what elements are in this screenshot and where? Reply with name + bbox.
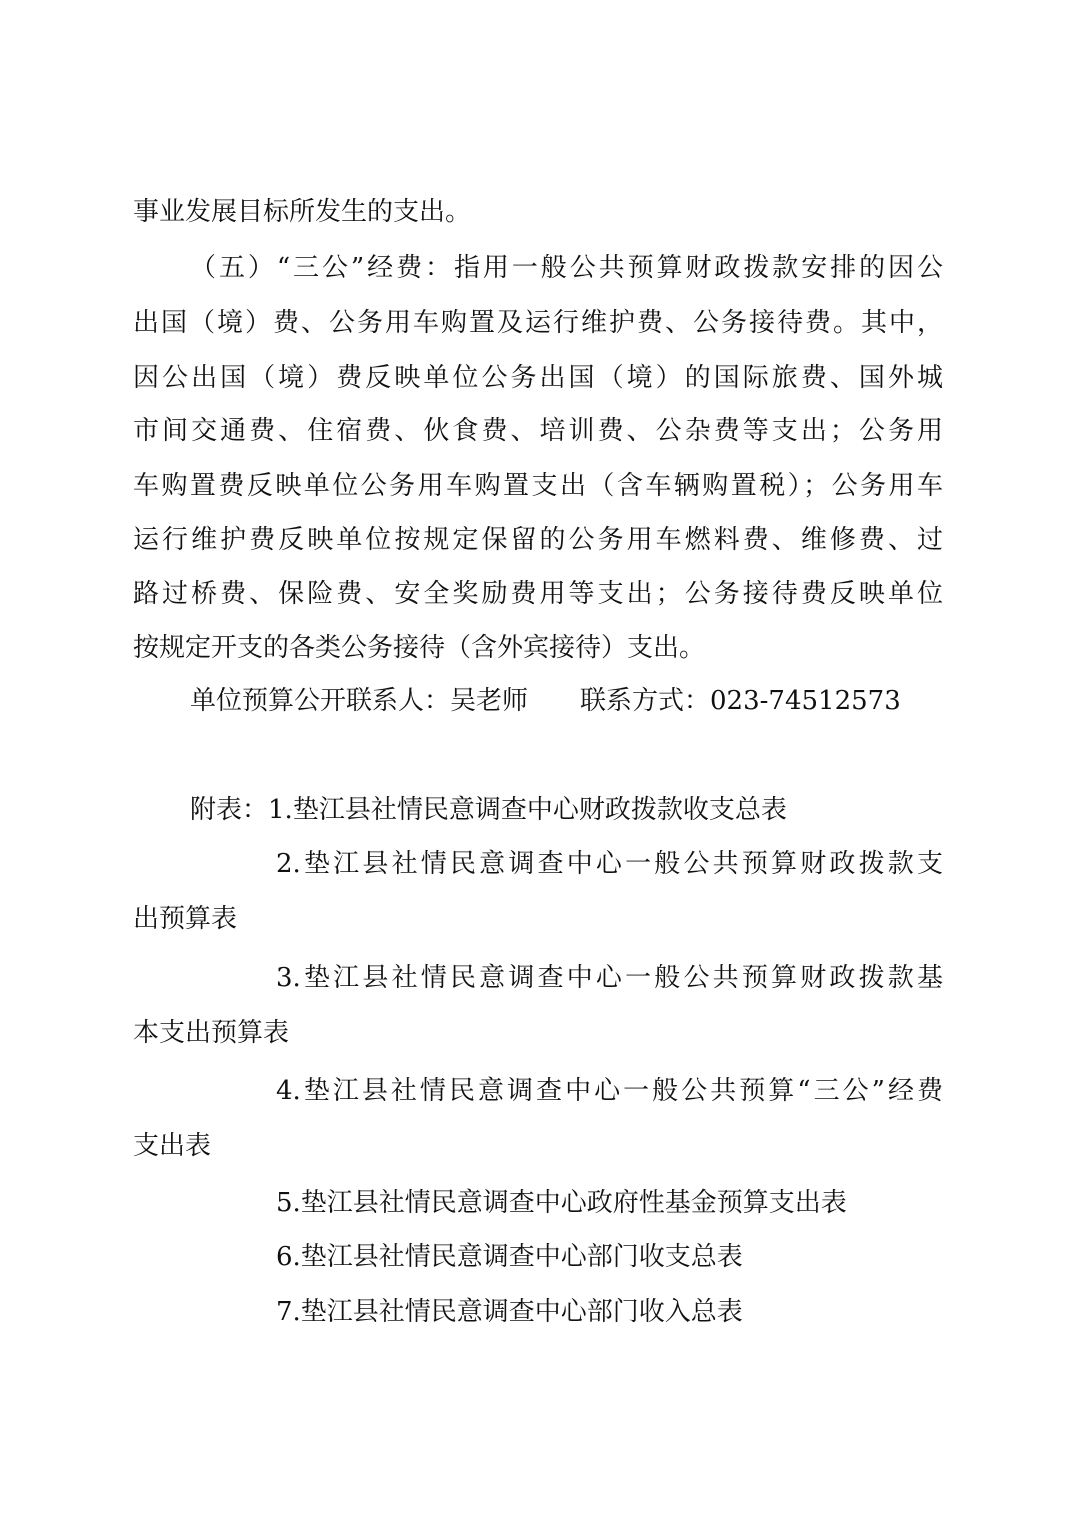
contact-person: 单位预算公开联系人：吴老师 — [190, 686, 529, 716]
paragraph-line: 运行维护费反映单位按规定保留的公务用车燃料费、维修费、过 — [133, 525, 943, 555]
paragraph-line: 事业发展目标所发生的支出。 — [133, 197, 472, 227]
paragraph-line: （五）“三公”经费：指用一般公共预算财政拨款安排的因公 — [190, 253, 943, 283]
attachment-title-continued: 本支出预算表 — [133, 1018, 290, 1048]
contact-line — [190, 681, 950, 721]
paragraph-line: 车购置费反映单位公务用车购置支出（含车辆购置税）；公务用车 — [133, 471, 943, 501]
attachment-title-continued: 出预算表 — [133, 904, 238, 934]
attachment-title: 3.垫江县社情民意调查中心一般公共预算财政拨款基 — [276, 963, 943, 993]
attachment-title: 5.垫江县社情民意调查中心政府性基金预算支出表 — [276, 1188, 847, 1218]
attachment-title: 7.垫江县社情民意调查中心部门收入总表 — [276, 1297, 743, 1327]
attachment-title: 4.垫江县社情民意调查中心一般公共预算“三公”经费 — [276, 1076, 943, 1106]
paragraph-line: 路过桥费、保险费、安全奖励费用等支出；公务接待费反映单位 — [133, 579, 943, 609]
paragraph-line: 因公出国（境）费反映单位公务出国（境）的国际旅费、国外城 — [133, 363, 943, 393]
attachment-title-continued: 支出表 — [133, 1131, 212, 1161]
paragraph-line: 市间交通费、住宿费、伙食费、培训费、公杂费等支出；公务用 — [133, 416, 943, 446]
attachment-title: 1.垫江县社情民意调查中心财政拨款收支总表 — [268, 795, 787, 825]
attachment-title: 2.垫江县社情民意调查中心一般公共预算财政拨款支 — [276, 849, 943, 879]
contact-phone: 联系方式：023-74512573 — [580, 686, 901, 716]
attachment-item — [190, 790, 943, 830]
attachment-prefix: 附表： — [190, 795, 269, 825]
attachment-title: 6.垫江县社情民意调查中心部门收支总表 — [276, 1242, 743, 1272]
paragraph-line: 出国（境）费、公务用车购置及运行维护费、公务接待费。其中， — [133, 308, 943, 338]
paragraph-line: 按规定开支的各类公务接待（含外宾接待）支出。 — [133, 633, 706, 663]
